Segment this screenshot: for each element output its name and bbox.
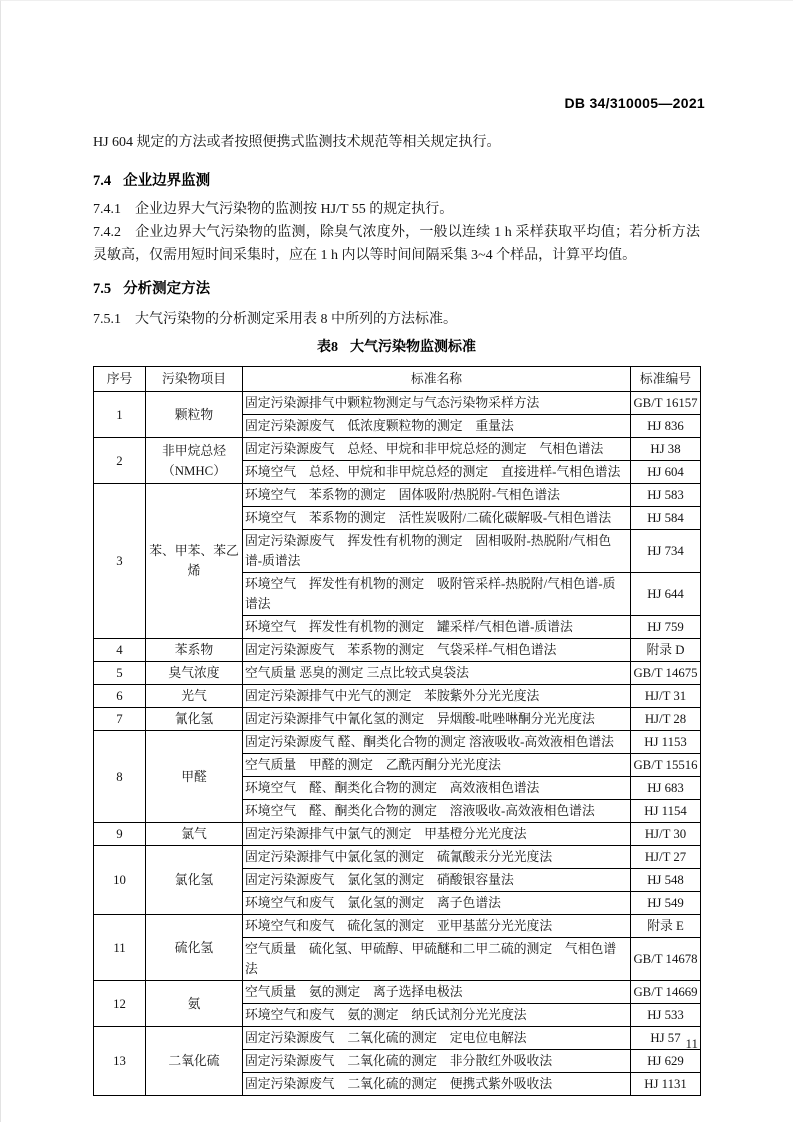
table-row <box>94 392 701 415</box>
row-number-cell: 2 <box>94 438 146 484</box>
table-caption-title: 大气污染物监测标准 <box>350 338 476 354</box>
pollutant-cell: 氯气 <box>146 823 243 846</box>
page-number: 11 <box>685 1036 698 1051</box>
standard-name-cell: 固定污染源废气 醛、酮类化合物的测定 溶液吸收-高效液相色谱法 <box>243 731 631 754</box>
standard-code-cell: GB/T 14675 <box>631 662 701 685</box>
table-header-row <box>94 367 701 392</box>
standard-code-cell: HJ 734 <box>631 530 701 573</box>
standard-name-cell: 固定污染源排气中光气的测定 苯胺紫外分光光度法 <box>243 685 631 708</box>
pollutant-cell: 苯系物 <box>146 639 243 662</box>
standard-name-cell: 环境空气 总烃、甲烷和非甲烷总烃的测定 直接进样-气相色谱法 <box>243 461 631 484</box>
standard-name-cell: 空气质量 硫化氢、甲硫醇、甲硫醚和二甲二硫的测定 气相色谱法 <box>243 938 631 981</box>
table-caption-number: 表8 <box>317 340 338 355</box>
row-number-cell: 9 <box>94 823 146 846</box>
table-row <box>94 438 701 461</box>
standard-code-cell: HJ/T 27 <box>631 846 701 869</box>
standard-code-cell: HJ 629 <box>631 1050 701 1073</box>
table-row <box>94 915 701 938</box>
standard-code-cell: HJ 57 <box>631 1027 701 1050</box>
pollutant-cell: 甲醛 <box>146 731 243 823</box>
standard-code-cell: 附录 E <box>631 915 701 938</box>
row-number-cell: 13 <box>94 1027 146 1096</box>
standard-code-cell: GB/T 15516 <box>631 754 701 777</box>
pollutant-cell: 硫化氢 <box>146 915 243 981</box>
standard-name-cell: 固定污染源废气 氯化氢的测定 硝酸银容量法 <box>243 869 631 892</box>
standard-code-cell: 附录 D <box>631 639 701 662</box>
standard-name-cell: 空气质量 恶臭的测定 三点比较式臭袋法 <box>243 662 631 685</box>
clause-number: 7.5.1 <box>93 312 121 327</box>
clause-text: 企业边界大气污染物的监测，除臭气浓度外，一般以连续 1 h 采样获取平均值；若分析方法灵敏高，仅需用短时间采集时，应在 1 h 内以等时间间隔采集 3~4 个样品，计算平均值。 <box>93 225 700 263</box>
standard-name-cell: 固定污染源排气中颗粒物测定与气态污染物采样方法 <box>243 392 631 415</box>
pollutant-cell: 氯化氢 <box>146 846 243 915</box>
row-number-cell: 6 <box>94 685 146 708</box>
standard-name-cell: 环境空气和废气 硫化氢的测定 亚甲基蓝分光光度法 <box>243 915 631 938</box>
column-header-no: 序号 <box>94 367 146 392</box>
table-row <box>94 981 701 1004</box>
row-number-cell: 5 <box>94 662 146 685</box>
pollutant-cell: 颗粒物 <box>146 392 243 438</box>
clause-number: 7.4.2 <box>93 225 121 240</box>
table-row <box>94 846 701 869</box>
clause-text: 大气污染物的分析测定采用表 8 中所列的方法标准。 <box>135 312 457 327</box>
column-header-pollutant: 污染物项目 <box>146 367 243 392</box>
standard-code-cell: HJ 533 <box>631 1004 701 1027</box>
row-number-cell: 3 <box>94 484 146 639</box>
section-number: 7.5 <box>93 281 112 297</box>
table-row <box>94 708 701 731</box>
standard-name-cell: 环境空气 苯系物的测定 固体吸附/热脱附-气相色谱法 <box>243 484 631 507</box>
standard-name-cell: 空气质量 氨的测定 离子选择电极法 <box>243 981 631 1004</box>
pollutant-cell: 氰化氢 <box>146 708 243 731</box>
standard-code-cell: GB/T 16157 <box>631 392 701 415</box>
standard-name-cell: 固定污染源废气 苯系物的测定 气袋采样-气相色谱法 <box>243 639 631 662</box>
table-row <box>94 731 701 754</box>
standard-name-cell: 环境空气 醛、酮类化合物的测定 高效液相色谱法 <box>243 777 631 800</box>
column-header-standard-name: 标准名称 <box>243 367 631 392</box>
table-row <box>94 1027 701 1050</box>
standard-name-cell: 空气质量 甲醛的测定 乙酰丙酮分光光度法 <box>243 754 631 777</box>
standard-name-cell: 固定污染源废气 总烃、甲烷和非甲烷总烃的测定 气相色谱法 <box>243 438 631 461</box>
standard-name-cell: 环境空气 挥发性有机物的测定 吸附管采样-热脱附/气相色谱-质谱法 <box>243 573 631 616</box>
standard-code-cell: HJ 549 <box>631 892 701 915</box>
pollutant-cell: 光气 <box>146 685 243 708</box>
standard-code-cell: HJ 583 <box>631 484 701 507</box>
standard-name-cell: 固定污染源废气 低浓度颗粒物的测定 重量法 <box>243 415 631 438</box>
standard-code-cell: HJ 548 <box>631 869 701 892</box>
standard-name-cell: 环境空气 醛、酮类化合物的测定 溶液吸收-高效液相色谱法 <box>243 800 631 823</box>
row-number-cell: 1 <box>94 392 146 438</box>
row-number-cell: 7 <box>94 708 146 731</box>
section-heading-7-5 <box>93 278 700 301</box>
standard-name-cell: 环境空气 挥发性有机物的测定 罐采样/气相色谱-质谱法 <box>243 616 631 639</box>
standard-code-cell: HJ 836 <box>631 415 701 438</box>
standard-code-cell: HJ 584 <box>631 507 701 530</box>
paragraph-intro: HJ 604 规定的方法或者按照便携式监测技术规范等相关规定执行。 <box>93 135 501 150</box>
standard-name-cell: 环境空气和废气 氯化氢的测定 离子色谱法 <box>243 892 631 915</box>
standard-name-cell: 环境空气 苯系物的测定 活性炭吸附/二硫化碳解吸-气相色谱法 <box>243 507 631 530</box>
row-number-cell: 8 <box>94 731 146 823</box>
table-row <box>94 685 701 708</box>
standard-code-cell: HJ/T 28 <box>631 708 701 731</box>
standard-code-cell: HJ 1131 <box>631 1073 701 1096</box>
section-heading-7-4 <box>93 170 700 193</box>
row-number-cell: 12 <box>94 981 146 1027</box>
section-number: 7.4 <box>93 173 112 189</box>
clause-number: 7.4.1 <box>93 202 121 217</box>
pollutant-standards-table <box>93 366 701 1096</box>
row-number-cell: 10 <box>94 846 146 915</box>
paragraph-7-4-1 <box>93 198 700 221</box>
standard-name-cell: 固定污染源排气中氰化氢的测定 异烟酸-吡唑啉酮分光光度法 <box>243 708 631 731</box>
section-title: 企业边界监测 <box>123 173 211 189</box>
standard-code-cell: HJ/T 31 <box>631 685 701 708</box>
standard-code-cell: HJ 604 <box>631 461 701 484</box>
standard-name-cell: 固定污染源废气 挥发性有机物的测定 固相吸附-热脱附/气相色谱-质谱法 <box>243 530 631 573</box>
standard-name-cell: 固定污染源排气中氯气的测定 甲基橙分光光度法 <box>243 823 631 846</box>
standard-name-cell: 固定污染源废气 二氧化硫的测定 非分散红外吸收法 <box>243 1050 631 1073</box>
standard-code-header: DB 34/310005—2021 <box>564 95 705 111</box>
standard-name-cell: 固定污染源废气 二氧化硫的测定 便携式紫外吸收法 <box>243 1073 631 1096</box>
pollutant-cell: 氨 <box>146 981 243 1027</box>
table-row <box>94 662 701 685</box>
clause-text: 企业边界大气污染物的监测按 HJ/T 55 的规定执行。 <box>135 202 454 217</box>
table-row <box>94 823 701 846</box>
standard-code-cell: HJ 759 <box>631 616 701 639</box>
pollutant-cell: 苯、甲苯、苯乙烯 <box>146 484 243 639</box>
standard-code-cell: HJ 1154 <box>631 800 701 823</box>
page-content <box>93 131 700 1096</box>
table-caption <box>93 335 700 359</box>
standard-code-cell: HJ 38 <box>631 438 701 461</box>
row-number-cell: 11 <box>94 915 146 981</box>
paragraph-7-4-2 <box>93 221 700 267</box>
section-title: 分析测定方法 <box>123 281 211 297</box>
standard-code-cell: HJ 683 <box>631 777 701 800</box>
column-header-standard-code: 标准编号 <box>631 367 701 392</box>
paragraph-7-5-1 <box>93 308 700 331</box>
table-row <box>94 484 701 507</box>
standard-code-cell: HJ 1153 <box>631 731 701 754</box>
standard-code-cell: GB/T 14669 <box>631 981 701 1004</box>
standard-name-cell: 固定污染源排气中氯化氢的测定 硫氰酸汞分光光度法 <box>243 846 631 869</box>
pollutant-cell: 臭气浓度 <box>146 662 243 685</box>
table-row <box>94 639 701 662</box>
pollutant-cell: 非甲烷总烃（NMHC） <box>146 438 243 484</box>
standard-name-cell: 固定污染源废气 二氧化硫的测定 定电位电解法 <box>243 1027 631 1050</box>
standard-code-cell: GB/T 14678 <box>631 938 701 981</box>
standard-code-cell: HJ/T 30 <box>631 823 701 846</box>
standard-code-cell: HJ 644 <box>631 573 701 616</box>
standard-name-cell: 环境空气和废气 氨的测定 纳氏试剂分光光度法 <box>243 1004 631 1027</box>
standards-table-body <box>94 392 701 1096</box>
pollutant-cell: 二氧化硫 <box>146 1027 243 1096</box>
row-number-cell: 4 <box>94 639 146 662</box>
